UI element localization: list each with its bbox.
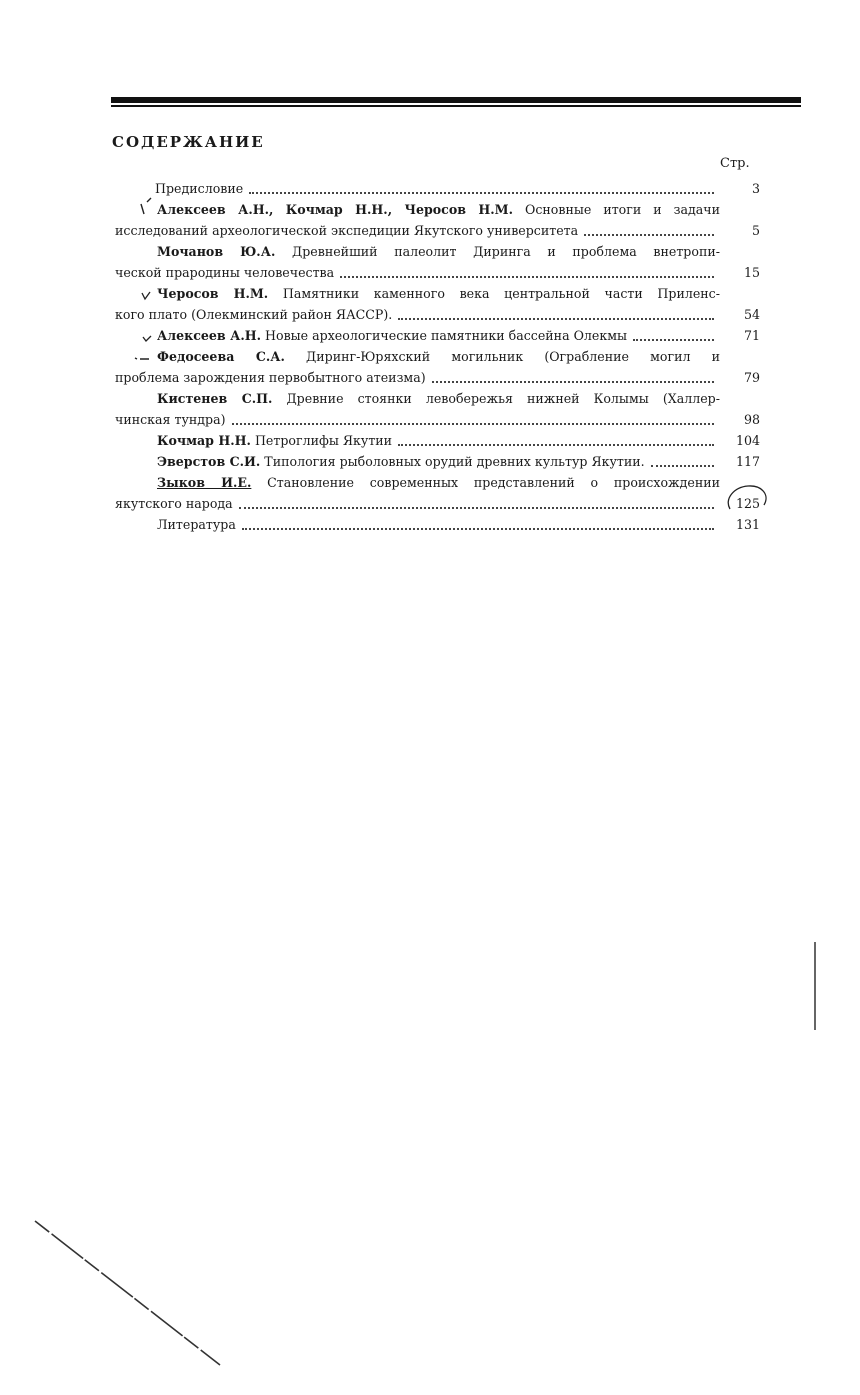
entry-authors: Мочанов Ю.А. bbox=[157, 244, 276, 259]
page-number: 98 bbox=[743, 412, 760, 427]
dot-leader bbox=[239, 507, 714, 509]
entry-title: Основные итоги и задачи bbox=[513, 202, 721, 217]
page-number: 15 bbox=[743, 265, 760, 280]
dot-leader bbox=[232, 423, 714, 425]
entry-title-cont: ческой прародины человечества bbox=[115, 265, 335, 280]
toc-line bbox=[115, 367, 760, 388]
toc-line bbox=[115, 262, 760, 283]
page-column-label: Стр. bbox=[720, 156, 750, 171]
header-rule-thick bbox=[111, 97, 801, 103]
dot-leader bbox=[398, 318, 714, 320]
toc-line bbox=[115, 304, 760, 325]
contents-heading: СОДЕРЖАНИЕ bbox=[112, 133, 265, 151]
toc-entry[interactable] bbox=[115, 199, 760, 241]
dot-leader bbox=[398, 444, 714, 446]
toc-line bbox=[115, 472, 760, 493]
page-number: 54 bbox=[743, 307, 760, 322]
page-number: 71 bbox=[743, 328, 760, 343]
entry-title: Становление современных представлений о происхождении bbox=[251, 475, 721, 490]
toc-line bbox=[115, 388, 760, 409]
circle-mark-icon bbox=[722, 481, 772, 515]
table-of-contents bbox=[115, 178, 760, 535]
entry-title-cont: кого плато (Олекминский район ЯАССР). bbox=[115, 307, 393, 322]
toc-entry[interactable] bbox=[115, 241, 760, 283]
toc-entry[interactable] bbox=[115, 283, 760, 325]
check-mark-icon bbox=[140, 330, 154, 344]
dot-leader bbox=[651, 465, 714, 467]
toc-line bbox=[115, 493, 760, 514]
toc-line bbox=[115, 199, 760, 220]
page-number: 131 bbox=[735, 517, 760, 532]
entry-authors: Алексеев А.Н., Кочмар Н.Н., Черосов Н.М. bbox=[157, 202, 513, 217]
entry-title: Древнейший палеолит Диринга и проблема внетропи- bbox=[275, 244, 720, 259]
toc-line bbox=[115, 325, 760, 346]
scan-artifact-line bbox=[810, 940, 820, 1035]
toc-entry-preface[interactable] bbox=[115, 178, 760, 199]
toc-line bbox=[115, 178, 760, 199]
toc-entry[interactable] bbox=[115, 430, 760, 451]
page-number: 79 bbox=[743, 370, 760, 385]
page-number: 5 bbox=[751, 223, 760, 238]
entry-title-cont: исследований археологической экспедиции Якутского университета bbox=[115, 223, 579, 238]
page-number: 3 bbox=[751, 181, 760, 196]
entry-authors: Кистенев С.П. bbox=[157, 391, 273, 406]
entry-authors: Федосеева С.А. bbox=[157, 349, 285, 364]
toc-entry[interactable] bbox=[115, 346, 760, 388]
toc-line bbox=[115, 430, 760, 451]
dot-leader bbox=[633, 339, 714, 341]
entry-title: Литература bbox=[157, 517, 236, 532]
entry-title-cont: проблема зарождения первобытного атеизма) bbox=[115, 370, 426, 385]
page-number: 104 bbox=[735, 433, 760, 448]
page-number: 117 bbox=[735, 454, 760, 469]
entry-title: Предисловие bbox=[155, 181, 244, 196]
dot-leader bbox=[242, 528, 714, 530]
header-rule-thin bbox=[111, 105, 801, 107]
toc-line bbox=[115, 283, 760, 304]
dash-mark-icon bbox=[133, 352, 151, 364]
toc-line bbox=[115, 220, 760, 241]
toc-entry[interactable] bbox=[115, 325, 760, 346]
toc-entry-references[interactable] bbox=[115, 514, 760, 535]
dot-leader bbox=[340, 276, 714, 278]
toc-line bbox=[115, 409, 760, 430]
scan-artifact-line bbox=[30, 1215, 240, 1375]
entry-title-cont: якутского народа bbox=[115, 496, 233, 511]
entry-title: Новые археологические памятники бассейна Олекмы bbox=[261, 328, 628, 343]
entry-title: Диринг-Юряхский могильник (Ограбление могил и bbox=[284, 349, 720, 364]
toc-line bbox=[115, 346, 760, 367]
toc-entry[interactable] bbox=[115, 472, 760, 514]
toc-entry[interactable] bbox=[115, 388, 760, 430]
entry-title-cont: чинская тундра) bbox=[115, 412, 226, 427]
entry-authors: Алексеев А.Н. bbox=[157, 328, 261, 343]
page-number: 125 bbox=[735, 496, 760, 511]
entry-title: Древние стоянки левобережья нижней Колымы (Халлер- bbox=[272, 391, 720, 406]
dot-leader bbox=[432, 381, 714, 383]
toc-line bbox=[115, 241, 760, 262]
toc-line bbox=[115, 514, 760, 535]
check-mark-icon bbox=[140, 288, 154, 302]
toc-line bbox=[115, 451, 760, 472]
entry-authors: Зыков И.Е. bbox=[157, 475, 252, 490]
toc-entry[interactable] bbox=[115, 451, 760, 472]
entry-authors: Кочмар Н.Н. bbox=[157, 433, 251, 448]
entry-title: Петроглифы Якутии bbox=[250, 433, 393, 448]
check-mark-icon bbox=[138, 196, 158, 220]
entry-title: Типология рыболовных орудий древних культур Якутии. bbox=[260, 454, 645, 469]
dot-leader bbox=[584, 234, 714, 236]
entry-authors: Черосов Н.М. bbox=[157, 286, 269, 301]
entry-authors: Эверстов С.И. bbox=[157, 454, 261, 469]
entry-title: Памятники каменного века центральной части Приленс- bbox=[268, 286, 720, 301]
dot-leader bbox=[249, 192, 714, 194]
